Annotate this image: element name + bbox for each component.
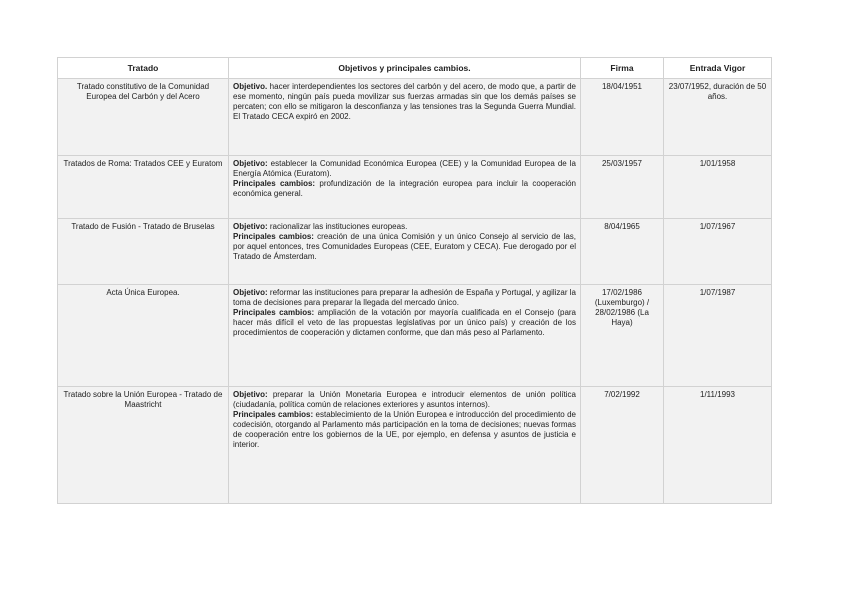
objetivo-label: Objetivo: [233, 390, 268, 399]
header-tratado: Tratado [58, 58, 229, 79]
cell-entrada-vigor: 23/07/1952, duración de 50 años. [664, 79, 772, 156]
cell-entrada-vigor: 1/07/1967 [664, 219, 772, 285]
table-row [58, 219, 772, 285]
cell-firma: 25/03/1957 [581, 156, 664, 219]
objetivo-label: Objetivo. [233, 82, 268, 91]
cell-objetivos [229, 156, 581, 219]
header-entrada-vigor: Entrada Vigor [664, 58, 772, 79]
cambios-text: creación de una única Comisión y un único Consejo al servicio de las, por aquel entonces, tres Comunidades Europeas (CEE, Euratom y CECA). Fue derogado por el Tratado de Ámsterdam. [233, 232, 576, 261]
cell-firma: 7/02/1992 [581, 387, 664, 504]
cambios-line [233, 308, 576, 338]
cambios-label: Principales cambios: [233, 410, 314, 419]
cell-entrada-vigor: 1/01/1958 [664, 156, 772, 219]
treaties-table [57, 57, 772, 504]
objetivo-text: hacer interdependientes los sectores del carbón y del acero, de modo que, a partir de ese momento, ningún país pueda movilizar sus fuerzas armadas sin que los demás países se percaten; con ello se mitigaron la desconfianza y las tensiones tras la Segunda Guerra Mundial. El Tratado CECA expiró en 2002. [233, 82, 576, 121]
objetivo-text: preparar la Unión Monetaria Europea e introducir elementos de unión política (ciudadanía, política común de relaciones exteriores y asuntos internos). [233, 390, 576, 409]
objetivo-line [233, 82, 576, 122]
cell-objetivos [229, 387, 581, 504]
cambios-text: establecimiento de la Unión Europea e introducción del procedimiento de codecisión, otorgando al Parlamento más participación en la toma de decisiones; nuevas formas de cooperación entre los gobiernos de la UE, por ejemplo, en defensa y asuntos de justicia e interior. [233, 410, 577, 449]
cambios-label: Principales cambios: [233, 232, 314, 241]
header-firma: Firma [581, 58, 664, 79]
cell-tratado: Tratado sobre la Unión Europea - Tratado de Maastricht [58, 387, 229, 504]
cambios-text: ampliación de la votación por mayoría cualificada en el Consejo (para hacer más difícil el veto de las propuestas legislativas por un único país) y creación de los procedimientos de cooperación y dictamen conforme, que dan más peso al Parlamento. [233, 308, 577, 337]
cambios-line [233, 232, 576, 262]
cell-tratado: Tratado de Fusión - Tratado de Bruselas [58, 219, 229, 285]
cambios-line [233, 179, 576, 199]
table-row [58, 285, 772, 387]
cambios-text: profundización de la integración europea para incluir la cooperación económica general. [233, 179, 576, 198]
objetivo-label: Objetivo: [233, 222, 268, 231]
cell-tratado: Tratado constitutivo de la Comunidad Europea del Carbón y del Acero [58, 79, 229, 156]
objetivo-text: racionalizar las instituciones europeas. [267, 222, 408, 231]
objetivo-label: Objetivo: [233, 288, 268, 297]
cell-firma: 17/02/1986 (Luxemburgo) / 28/02/1986 (La Haya) [581, 285, 664, 387]
cambios-label: Principales cambios: [233, 179, 316, 188]
cell-entrada-vigor: 1/07/1987 [664, 285, 772, 387]
objetivo-label: Objetivo: [233, 159, 268, 168]
objetivo-line [233, 390, 576, 410]
table-row [58, 387, 772, 504]
objetivo-text: reformar las instituciones para preparar la adhesión de España y Portugal, y agilizar la toma de decisiones para preparar la llegada del mercado único. [233, 288, 576, 307]
table-row [58, 79, 772, 156]
cell-tratado: Tratados de Roma: Tratados CEE y Euratom [58, 156, 229, 219]
table-row [58, 156, 772, 219]
cell-objetivos [229, 219, 581, 285]
cell-tratado: Acta Única Europea. [58, 285, 229, 387]
header-row [58, 58, 772, 79]
cambios-line [233, 410, 576, 450]
cell-firma: 8/04/1965 [581, 219, 664, 285]
objetivo-line [233, 159, 576, 179]
cell-entrada-vigor: 1/11/1993 [664, 387, 772, 504]
header-objetivos: Objetivos y principales cambios. [229, 58, 581, 79]
cell-objetivos [229, 79, 581, 156]
cambios-label: Principales cambios: [233, 308, 315, 317]
cell-firma: 18/04/1951 [581, 79, 664, 156]
objetivo-line [233, 222, 576, 232]
objetivo-text: establecer la Comunidad Económica Europea (CEE) y la Comunidad Europea de la Energía Atómica (Euratom). [233, 159, 576, 178]
objetivo-line [233, 288, 576, 308]
cell-objetivos [229, 285, 581, 387]
